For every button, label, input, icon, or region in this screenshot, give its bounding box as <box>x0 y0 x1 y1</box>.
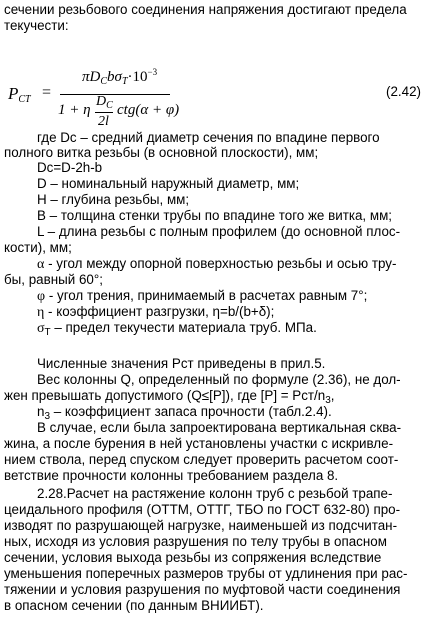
formula-main-fraction-bar <box>60 94 170 95</box>
body-line: изводят по разрушающей нагрузке, наименьшей из подсчитан- <box>4 518 398 533</box>
definition-line: H – глубина резьбы, мм; <box>37 192 190 207</box>
definition-line: L – длина резьбы с полным профилем (до основной плос- <box>37 224 401 239</box>
body-line: Численные значения Рст приведены в прил.5. <box>37 356 326 371</box>
formula-equals: = <box>42 84 52 101</box>
definition-line-alpha: α - угол между опорной поверхностью резьбы и осью тру- <box>37 256 397 272</box>
body-line-n3: $n_3$ – коэффициент запаса прочности (табл.2.4). <box>37 404 332 422</box>
body-line: нием ствола, перед спуском следует проверить расчетом соот- <box>4 452 399 467</box>
body-line: 2.28.Расчет на растяжение колонн труб с резьбой трапе- <box>37 486 393 501</box>
formula-numerator: $\pi D_Cb\sigma_T\cdot 10^{-3}$ <box>82 67 158 87</box>
formula-number: (2.42) <box>386 84 421 99</box>
formula-denominator-lead: 1 + η <box>58 102 91 118</box>
definition-line: кости), мм; <box>4 240 72 255</box>
formula-denominator-fraction-den: 2l <box>98 114 109 129</box>
definition-line: Dc=D-2h-b <box>37 160 103 175</box>
definition-line: D – номинальный наружный диаметр, мм; <box>37 176 300 191</box>
intro-line-2: текучести: <box>4 18 69 33</box>
body-line: сечении, условия выхода резьбы из сопряжения вследствие <box>4 550 382 565</box>
definition-line-phi: φ - угол трения, принимаемый в расчетах равным 7°; <box>37 288 368 304</box>
formula-2-42 <box>0 64 435 134</box>
definition-line: полного витка резьбы (в основной плоскости), мм; <box>4 145 319 160</box>
body-line: ных, исходя из условия разрушения по телу трубы в опасном <box>4 534 387 549</box>
body-line: В случае, если была запроектирована вертикальная сква- <box>37 420 402 435</box>
formula-inner-fraction-bar <box>95 112 113 113</box>
definition-line: В – толщина стенки трубы по впадине того же витка, мм; <box>37 208 392 223</box>
body-line: ветствие прочности колонны требованием раздела 8. <box>4 468 339 483</box>
formula-denominator-tail: ctg(α + φ) <box>117 102 180 118</box>
body-line: Вес колонны Q, определенный по формуле (2.36), не дол- <box>37 372 401 387</box>
formula-lhs: $P_{CT}$ <box>8 84 31 105</box>
body-line: тяжении и условия разрушения по муфтовой части соединения <box>4 582 401 597</box>
body-line-with-subscript: жен превышать допустимого (Q≤[P]), где [P] = Рст/$n_3$, <box>4 388 335 406</box>
body-line: уменьшения поперечных размеров трубы от удлинения при рас- <box>4 566 408 581</box>
body-line: цеидального профиля (ОТТМ, ОТТГ, ТБО по ГОСТ 632-80) про- <box>4 502 401 517</box>
definition-line-sigma: $\sigma_T$ – предел текучести материала труб. МПа. <box>37 320 317 338</box>
body-line: жина, а после бурения в ней установлены участки с искривле- <box>4 436 394 451</box>
intro-line-1: сечении резьбового соединения напряжения достигают предела <box>4 2 407 17</box>
formula-denominator-fraction-num: $D_C$ <box>96 94 113 111</box>
definition-line: где Dс – средний диаметр сечения по впадине первого <box>37 130 380 145</box>
body-line: в опасном сечении (по данным ВНИИБТ). <box>4 598 264 613</box>
definition-line-eta: η - коэффициент разгрузки, η=b/(b+δ); <box>37 304 275 320</box>
definition-line: бы, равный 60°; <box>4 272 103 287</box>
